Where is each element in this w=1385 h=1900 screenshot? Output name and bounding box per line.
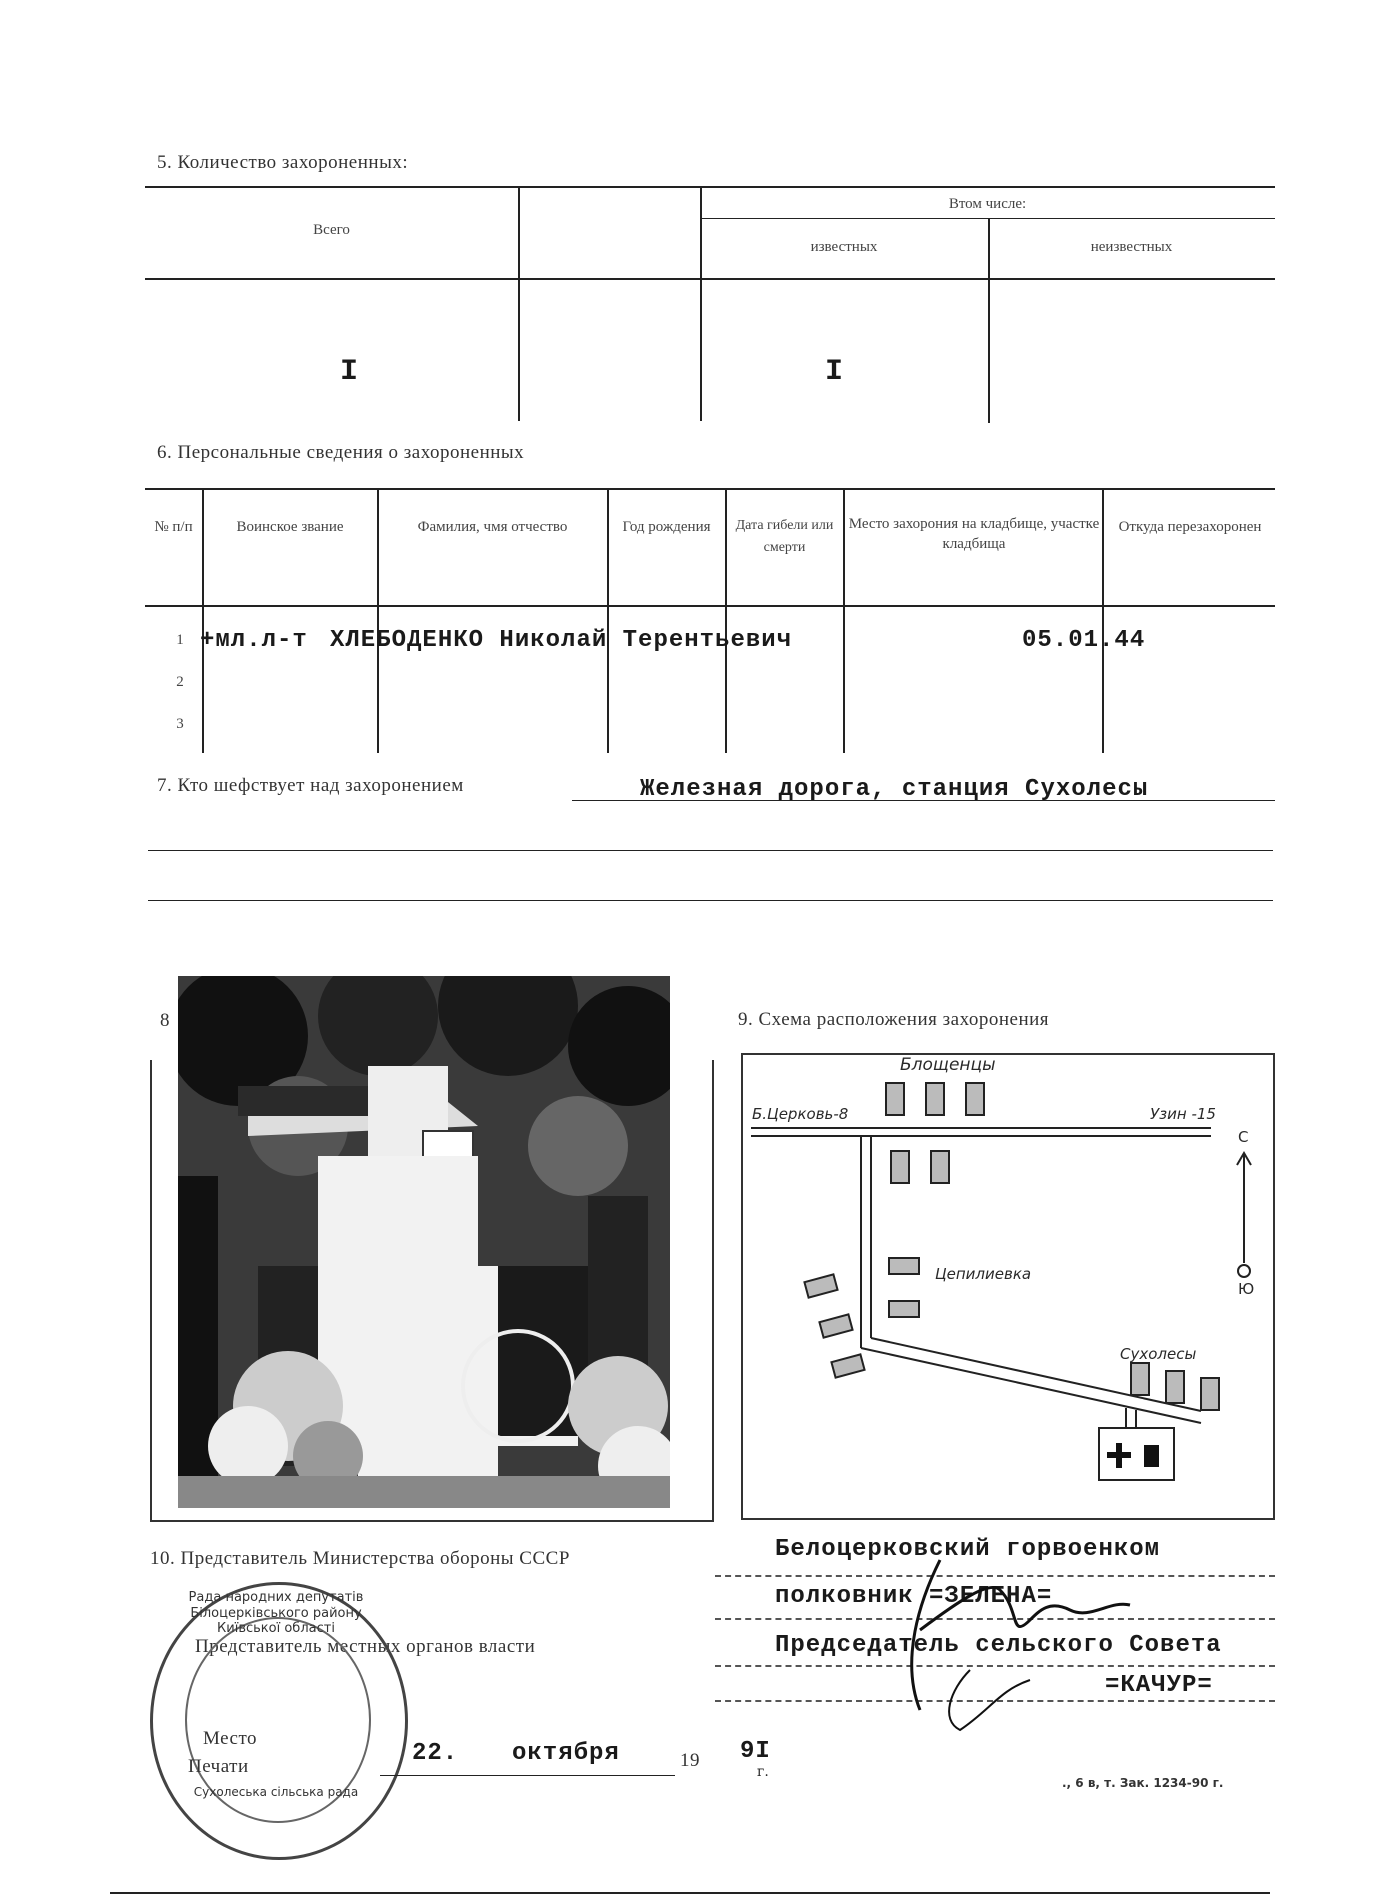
section6-title: 6. Персональные сведения о захороненных	[157, 442, 525, 463]
known-buried-value: I	[825, 355, 845, 389]
section5-title: 5. Количество захороненных:	[157, 152, 409, 173]
date-month: октября	[512, 1740, 620, 1767]
section7-label: 7. Кто шефствует над захоронением	[157, 775, 464, 796]
local-representative-line2: =КАЧУР=	[1105, 1672, 1213, 1699]
seal-label: Печати	[188, 1756, 249, 1777]
header-birth: Год рождения	[622, 519, 711, 535]
mo-representative-line2: полковник =ЗЕЛЕНА=	[775, 1583, 1053, 1610]
stamp-outer-text: Рада народних депутатів Білоцерківського району Київської області	[188, 1590, 364, 1637]
date-day: 22.	[412, 1740, 459, 1767]
section9-title: 9. Схема расположения захоронения	[738, 1009, 1050, 1030]
entry-death-date: 05.01.44	[1022, 627, 1146, 654]
header-place: Место захорония на кладбище, участке кладбища	[848, 516, 1100, 552]
date-year-suffix: 9I	[740, 1738, 771, 1765]
signature-mo	[880, 1540, 1140, 1740]
place-label: Место	[203, 1728, 258, 1749]
header-num: № п/п	[154, 519, 193, 535]
date-year-mark: г.	[757, 1764, 769, 1780]
header-rank: Воинское звание	[236, 519, 344, 535]
date-year-prefix: 19	[680, 1750, 700, 1771]
local-authority-label: Представитель местных органов власти	[195, 1636, 536, 1657]
map-label-road-west: Б.Церковь-8	[752, 1105, 849, 1123]
map-label-bloshchentsy: Блощенцы	[900, 1055, 996, 1075]
col-total-header: Всего	[313, 222, 350, 238]
header-from: Откуда перезахоронен	[1118, 519, 1262, 535]
section7-value: Железная дорога, станция Сухолесы	[640, 776, 1149, 803]
section8-label: 8	[160, 1010, 170, 1031]
col-unknown-header: неизвестных	[1090, 239, 1173, 255]
printer-mark: ., 6 в, т. Зак. 1234-90 г.	[1062, 1776, 1224, 1790]
map-south-label: Ю	[1238, 1280, 1255, 1298]
cross-icon	[1107, 1443, 1131, 1468]
map-north-label: С	[1238, 1128, 1249, 1146]
local-representative-line1: Председатель сельского Совета	[775, 1632, 1222, 1659]
map-label-road-east: Узин -15	[1150, 1105, 1216, 1123]
stamp-inner-text: Сухолеська сільська рада	[193, 1785, 359, 1799]
header-death: Дата гибели или смерти	[735, 518, 834, 556]
row-num-2: 2	[176, 674, 184, 690]
col-known-header: известных	[810, 239, 878, 255]
entry-name: ХЛЕБОДЕНКО Николай Терентьевич	[330, 627, 793, 654]
map-label-sukholesy: Сухолесы	[1120, 1345, 1197, 1363]
map-label-tsepilievka: Цепилиевка	[935, 1265, 1032, 1283]
row-num-3: 3	[176, 716, 184, 732]
col-including-header: Втом числе:	[948, 196, 1027, 212]
entry-rank: +мл.л-т	[200, 627, 308, 654]
mo-representative-line1: Белоцерковский горвоенком	[775, 1536, 1161, 1563]
memorial-photo	[178, 976, 670, 1508]
row-num-1: 1	[176, 632, 184, 648]
total-buried-value: I	[340, 355, 360, 389]
section10-label: 10. Представитель Министерства обороны СССР	[150, 1548, 570, 1569]
header-name: Фамилия, чмя отчество	[417, 519, 568, 535]
